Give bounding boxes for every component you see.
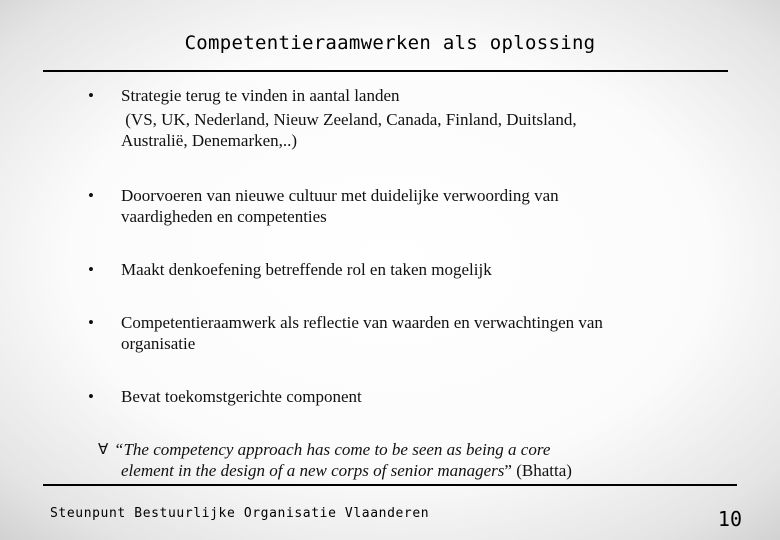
footer-divider [43,484,737,486]
bullet-dot-icon: • [88,387,94,406]
page-number: 10 [717,507,742,531]
bullet-dot-icon: • [88,313,94,332]
footer-organisation: Steunpunt Bestuurlijke Organisatie Vlaanderen [50,506,430,521]
bullet-line: vaardigheden en competenties [121,207,327,226]
quote-text: “The competency approach has come to be seen as being a core [114,440,551,459]
bullet-line: Bevat toekomstgerichte component [121,387,362,406]
bullet-line: (VS, UK, Nederland, Nieuw Zeeland, Canada, Finland, Duitsland, [121,110,577,129]
bullet-line: Maakt denkoefening betreffende rol en taken mogelijk [121,260,492,279]
bullet-line: organisatie [121,334,196,353]
bullet-dot-icon: • [88,186,94,205]
quote-text: element in the design of a new corps of senior managers [121,461,505,480]
quote-line-2 [121,460,681,481]
for-all-icon: ∀ [98,440,109,458]
quote-line-1 [114,439,674,460]
bullet-line: Doorvoeren van nieuwe cultuur met duidelijke verwoording van [121,186,559,205]
bullet-line: Strategie terug te vinden in aantal landen [121,86,400,105]
slide-title: Competentieraamwerken als oplossing [184,32,596,54]
bullet-line: Competentieraamwerk als reflectie van waarden en verwachtingen van [121,313,603,332]
quote-attribution: ” (Bhatta) [504,461,572,480]
bullet-line: Australië, Denemarken,..) [121,131,298,150]
bullet-dot-icon: • [88,86,94,105]
title-divider [43,70,728,72]
bullet-dot-icon: • [88,260,94,279]
